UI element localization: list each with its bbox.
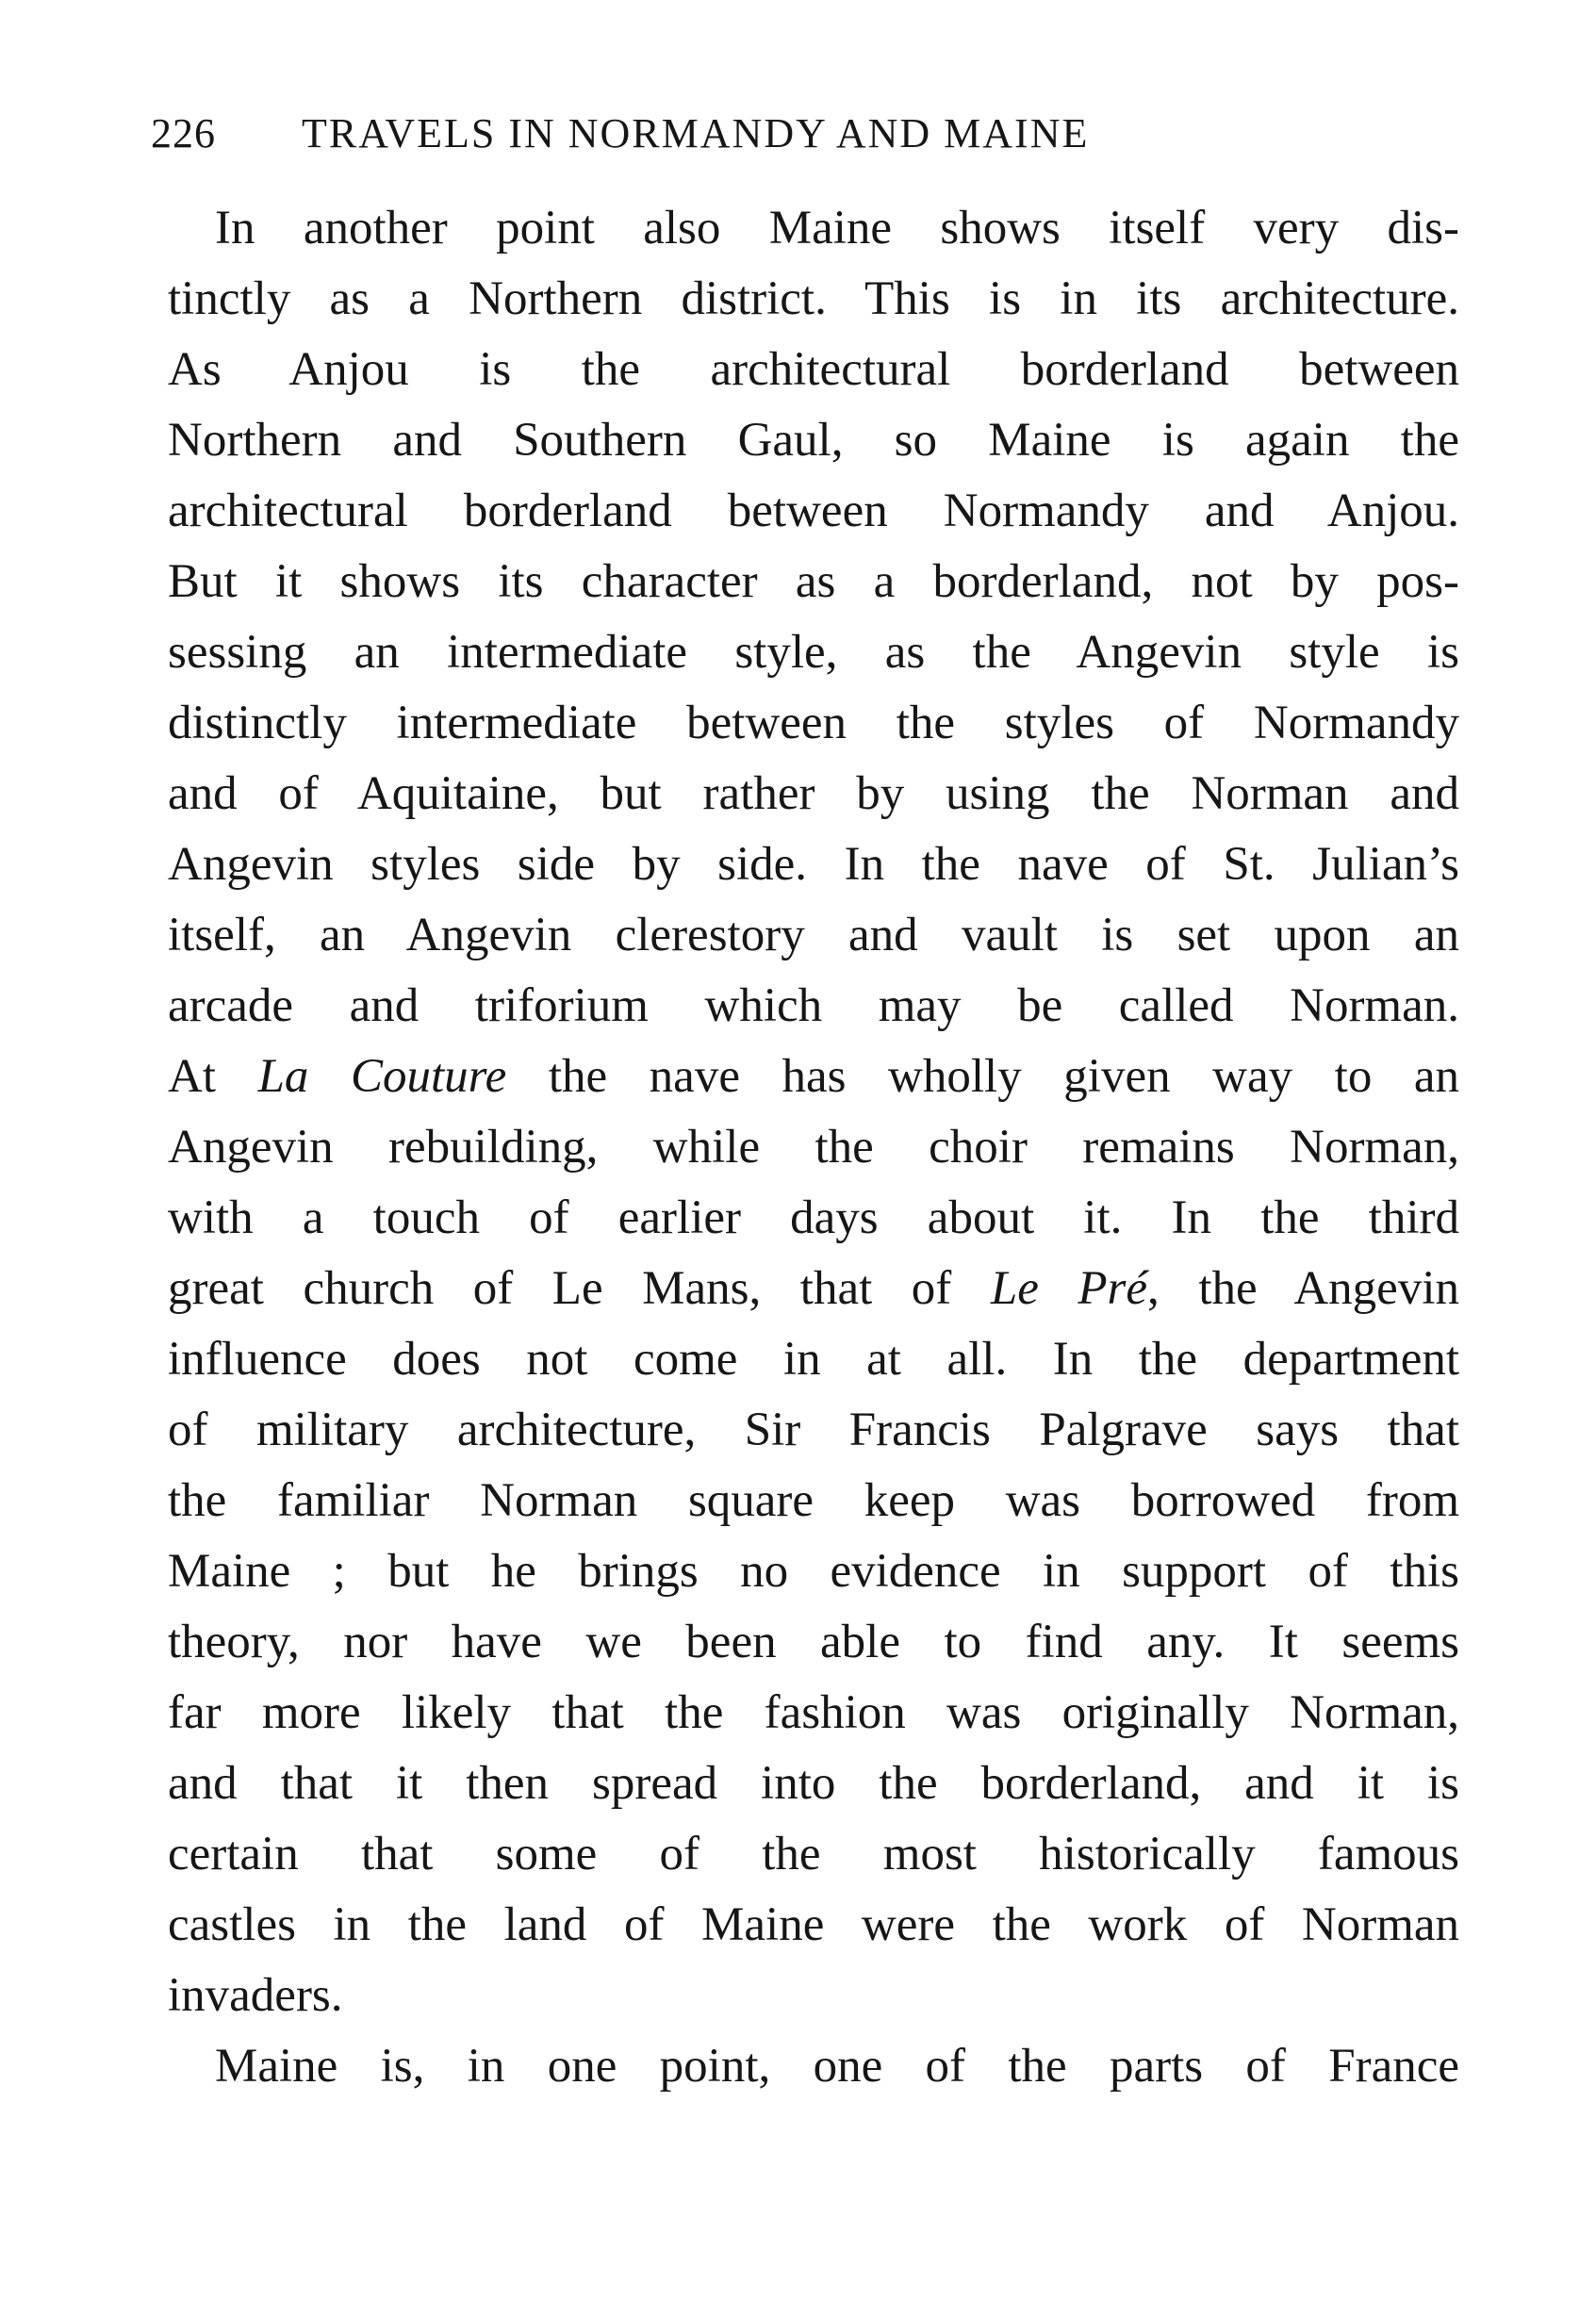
text-line: theory, nor have we been able to find any. It seems: [168, 1616, 1459, 1668]
text-line: In another point also Maine shows itself very dis-: [215, 202, 1459, 255]
text-segment: , the Angevin: [1147, 1262, 1459, 1315]
text-line: and of Aquitaine, but rather by using the Norman and: [168, 767, 1459, 820]
text-segment: At: [168, 1050, 258, 1103]
text-line: the familiar Norman square keep was borrowed from: [168, 1474, 1459, 1527]
text-line: certain that some of the most historically famous: [168, 1828, 1459, 1880]
text-line: Northern and Southern Gaul, so Maine is again the: [168, 414, 1459, 467]
text-line: sessing an intermediate style, as the Angevin style is: [168, 626, 1459, 679]
text-line: tinctly as a Northern district. This is in its architecture.: [168, 272, 1459, 325]
text-line: Maine is, in one point, one of the parts of France: [215, 2040, 1459, 2093]
text-line: But it shows its character as a borderland, not by pos-: [168, 555, 1459, 608]
text-line: invaders.: [168, 1969, 343, 2022]
text-line: influence does not come in at all. In the department: [168, 1333, 1459, 1386]
text-line: far more likely that the fashion was originally Norman,: [168, 1686, 1459, 1739]
body-text: [168, 193, 1459, 2102]
text-line: As Anjou is the architectural borderland between: [168, 343, 1459, 396]
text-line: of military architecture, Sir Francis Palgrave says that: [168, 1404, 1459, 1456]
italic-place-name: La Couture: [257, 1050, 507, 1103]
text-segment: great church of Le Mans, that of: [168, 1262, 991, 1315]
text-line: distinctly intermediate between the styles of Normandy: [168, 697, 1459, 749]
italic-place-name: Le Pré: [990, 1262, 1148, 1315]
text-line: [168, 1254, 1459, 1324]
text-segment: the nave has wholly given way to an: [506, 1050, 1460, 1103]
running-title: TRAVELS IN NORMANDY AND MAINE: [302, 110, 1090, 156]
text-line: Angevin rebuilding, while the choir remains Norman,: [168, 1121, 1459, 1174]
text-line: with a touch of earlier days about it. In the third: [168, 1191, 1459, 1244]
text-line: [168, 1042, 1459, 1112]
text-line: arcade and triforium which may be called Norman.: [168, 979, 1459, 1032]
page-number: 226: [151, 110, 216, 156]
running-head: [151, 106, 1282, 162]
text-line: Angevin styles side by side. In the nave of St. Julian’s: [168, 838, 1459, 891]
text-line: and that it then spread into the borderland, and it is: [168, 1757, 1459, 1810]
text-line: itself, an Angevin clerestory and vault is set upon an: [168, 909, 1459, 961]
text-line: castles in the land of Maine were the work of Norman: [168, 1898, 1459, 1951]
text-line: architectural borderland between Normandy and Anjou.: [168, 484, 1459, 537]
text-line: Maine ; but he brings no evidence in support of this: [168, 1545, 1459, 1598]
